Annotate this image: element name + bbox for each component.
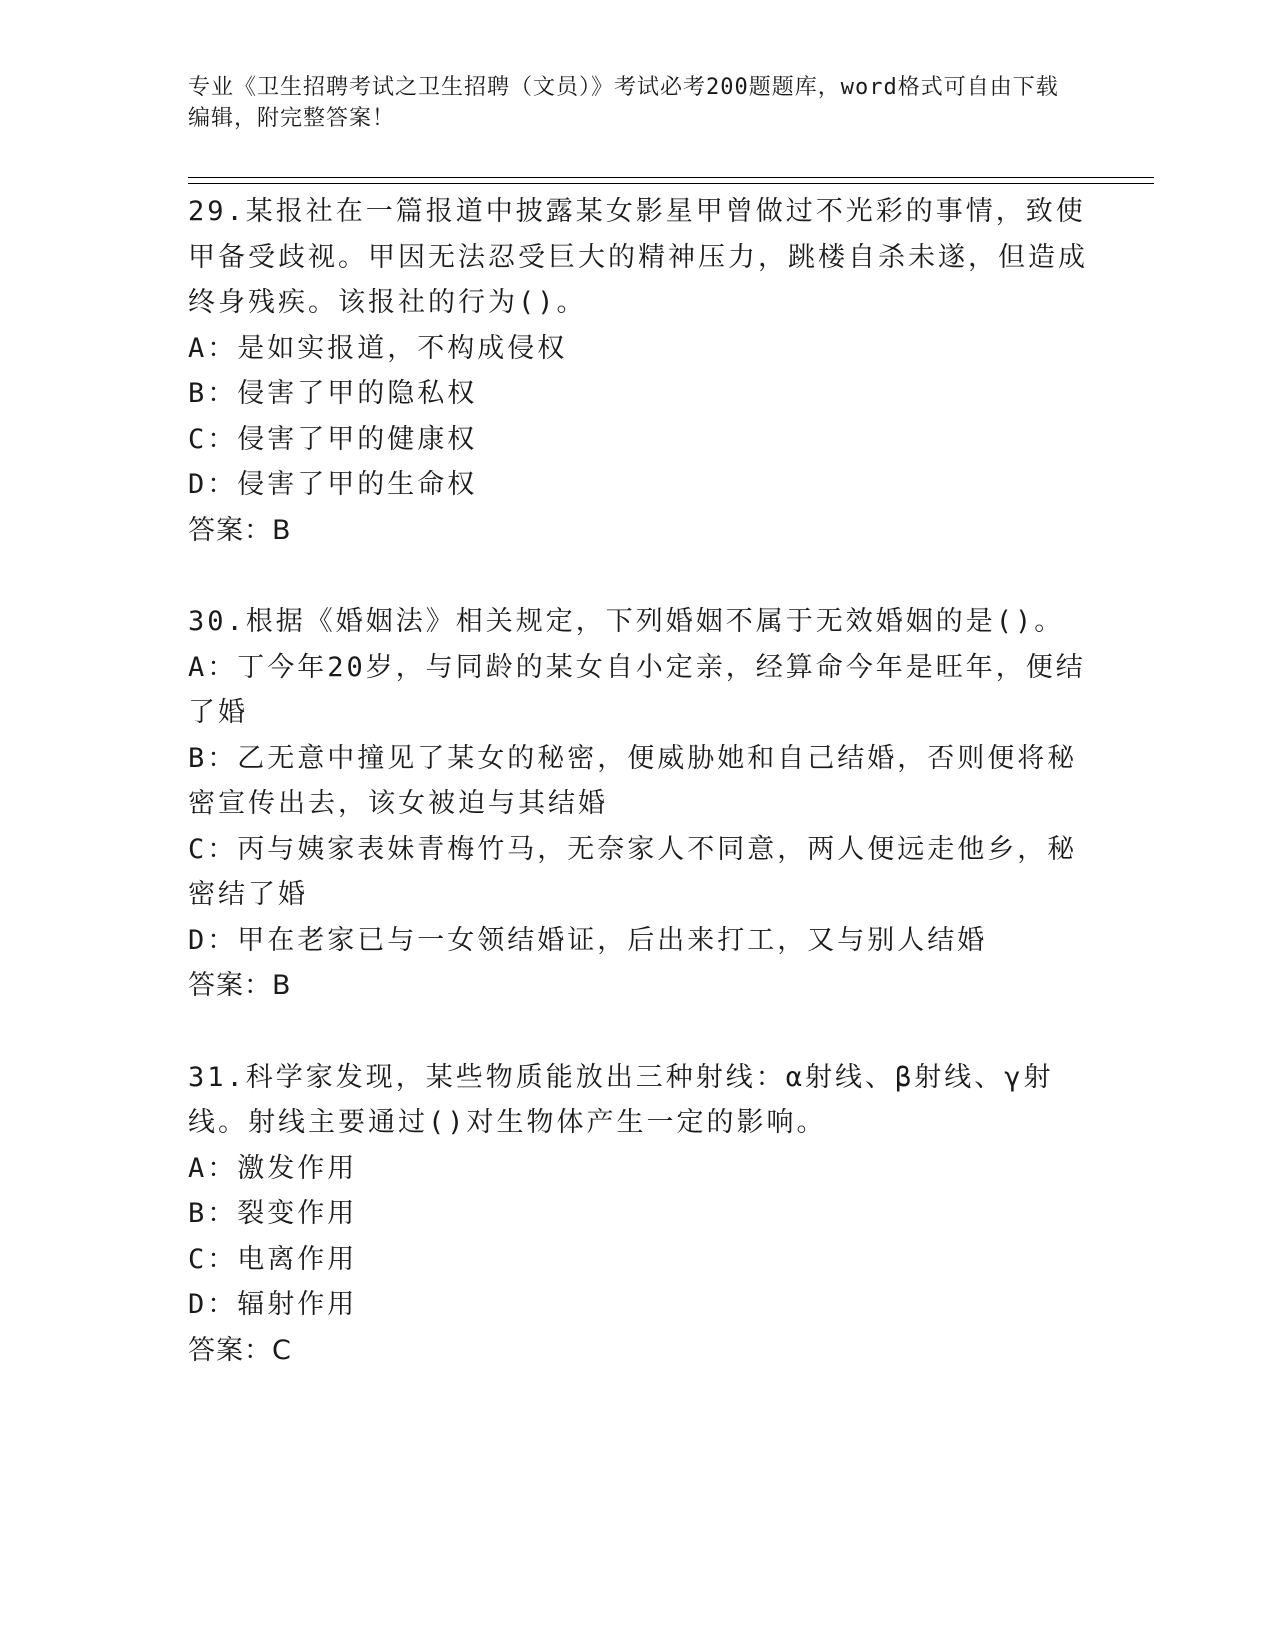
answer-label: 答案：B xyxy=(188,970,292,1001)
header-divider-bottom xyxy=(188,183,1154,184)
option-d: D：辐射作用 xyxy=(188,1289,358,1320)
question-30 xyxy=(188,599,1088,1009)
document-header: 专业《卫生招聘考试之卫生招聘（文员）》考试必考200题题库，word格式可自由下载编辑，附完整答案！ xyxy=(188,75,1059,131)
answer-label: 答案：B xyxy=(188,514,292,546)
question-text: 29.某报社在一篇报道中披露某女影星甲曾做过不光彩的事情，致使甲备受歧视。甲因无法忍受巨大的精神压力，跳楼自杀未遂，但造成终身残疾。该报社的行为()。 xyxy=(188,196,1088,318)
option-d: D：侵害了甲的生命权 xyxy=(188,469,478,500)
question-list xyxy=(188,189,1088,1419)
option-c: C：丙与姨家表妹青梅竹马，无奈家人不同意，两人便远走他乡，秘密结了婚 xyxy=(188,833,1078,910)
answer-label: 答案：C xyxy=(188,1334,292,1366)
header-divider-top xyxy=(188,177,1154,178)
option-b: B：乙无意中撞见了某女的秘密，便威胁她和自己结婚，否则便将秘密宣传出去，该女被迫与其结婚 xyxy=(188,742,1078,819)
option-a: A：激发作用 xyxy=(188,1152,358,1184)
question-29 xyxy=(188,189,1088,553)
question-31 xyxy=(188,1055,1088,1374)
question-text: 31.科学家发现，某些物质能放出三种射线：α射线、β射线、γ射线。射线主要通过()对生物体产生一定的影响。 xyxy=(188,1061,1054,1138)
option-b: B：侵害了甲的隐私权 xyxy=(188,378,478,409)
option-c: C：侵害了甲的健康权 xyxy=(188,423,478,455)
option-a: A：是如实报道，不构成侵权 xyxy=(188,332,568,364)
option-d: D：甲在老家已与一女领结婚证，后出来打工，又与别人结婚 xyxy=(188,924,988,956)
option-b: B：裂变作用 xyxy=(188,1198,358,1229)
question-text: 30.根据《婚姻法》相关规定，下列婚姻不属于无效婚姻的是()。 xyxy=(188,606,1065,637)
option-a: A：丁今年20岁，与同龄的某女自小定亲，经算命今年是旺年，便结了婚 xyxy=(188,651,1086,728)
option-c: C：电离作用 xyxy=(188,1243,358,1275)
